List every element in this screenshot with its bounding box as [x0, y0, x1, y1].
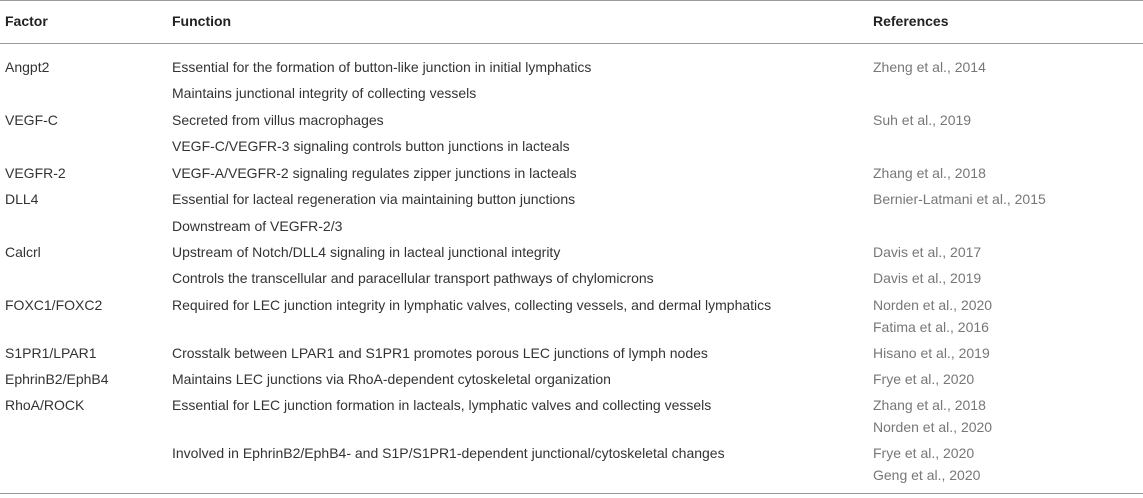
- factor-cell: FOXC1/FOXC2: [5, 297, 103, 313]
- table-top-rule: [0, 0, 1143, 1]
- function-cell: Secreted from villus macrophages: [172, 112, 384, 128]
- reference-cell: Norden et al., 2020: [873, 419, 993, 435]
- header-factor: Factor: [5, 13, 48, 29]
- factor-cell: RhoA/ROCK: [5, 397, 85, 413]
- reference-cell: Zhang et al., 2018: [873, 165, 986, 181]
- reference-cell: Zhang et al., 2018: [873, 397, 986, 413]
- function-cell: Crosstalk between LPAR1 and S1PR1 promotes porous LEC junctions of lymph nodes: [172, 345, 708, 361]
- function-cell: VEGF-C/VEGFR-3 signaling controls button junctions in lacteals: [172, 138, 570, 154]
- factor-cell: S1PR1/LPAR1: [5, 345, 97, 361]
- reference-cell: Bernier-Latmani et al., 2015: [873, 191, 1046, 207]
- function-cell: VEGF-A/VEGFR-2 signaling regulates zipper junctions in lacteals: [172, 165, 577, 181]
- function-cell: Essential for the formation of button-like junction in initial lymphatics: [172, 59, 592, 75]
- reference-cell: Geng et al., 2020: [873, 467, 981, 483]
- reference-cell: Hisano et al., 2019: [873, 345, 990, 361]
- factor-cell: Calcrl: [5, 244, 41, 260]
- reference-cell: Suh et al., 2019: [873, 112, 972, 128]
- reference-cell: Frye et al., 2020: [873, 445, 975, 461]
- reference-cell: Frye et al., 2020: [873, 371, 975, 387]
- factor-cell: EphrinB2/EphB4: [5, 371, 109, 387]
- factor-cell: VEGFR-2: [5, 165, 66, 181]
- function-cell: Essential for lacteal regeneration via maintaining button junctions: [172, 191, 576, 207]
- reference-cell: Norden et al., 2020: [873, 297, 993, 313]
- table-header-rule: [0, 43, 1143, 44]
- function-cell: Maintains junctional integrity of collecting vessels: [172, 85, 477, 101]
- reference-cell: Davis et al., 2017: [873, 244, 982, 260]
- header-references: References: [873, 13, 949, 29]
- reference-cell: Davis et al., 2019: [873, 270, 982, 286]
- header-function: Function: [172, 13, 232, 29]
- factor-cell: Angpt2: [5, 59, 50, 75]
- function-cell: Maintains LEC junctions via RhoA-dependent cytoskeletal organization: [172, 371, 611, 387]
- reference-cell: Fatima et al., 2016: [873, 319, 989, 335]
- table-bottom-rule: [0, 493, 1143, 494]
- factor-cell: DLL4: [5, 191, 39, 207]
- function-cell: Required for LEC junction integrity in lymphatic valves, collecting vessels, and dermal lymphatics: [172, 297, 772, 313]
- factor-cell: VEGF-C: [5, 112, 58, 128]
- function-cell: Controls the transcellular and paracellular transport pathways of chylomicrons: [172, 270, 654, 286]
- reference-cell: Zheng et al., 2014: [873, 59, 986, 75]
- function-cell: Essential for LEC junction formation in lacteals, lymphatic valves and collecting vessels: [172, 397, 712, 413]
- function-cell: Downstream of VEGFR-2/3: [172, 218, 343, 234]
- function-cell: Involved in EphrinB2/EphB4- and S1P/S1PR1-dependent junctional/cytoskeletal changes: [172, 445, 725, 461]
- function-cell: Upstream of Notch/DLL4 signaling in lacteal junctional integrity: [172, 244, 561, 260]
